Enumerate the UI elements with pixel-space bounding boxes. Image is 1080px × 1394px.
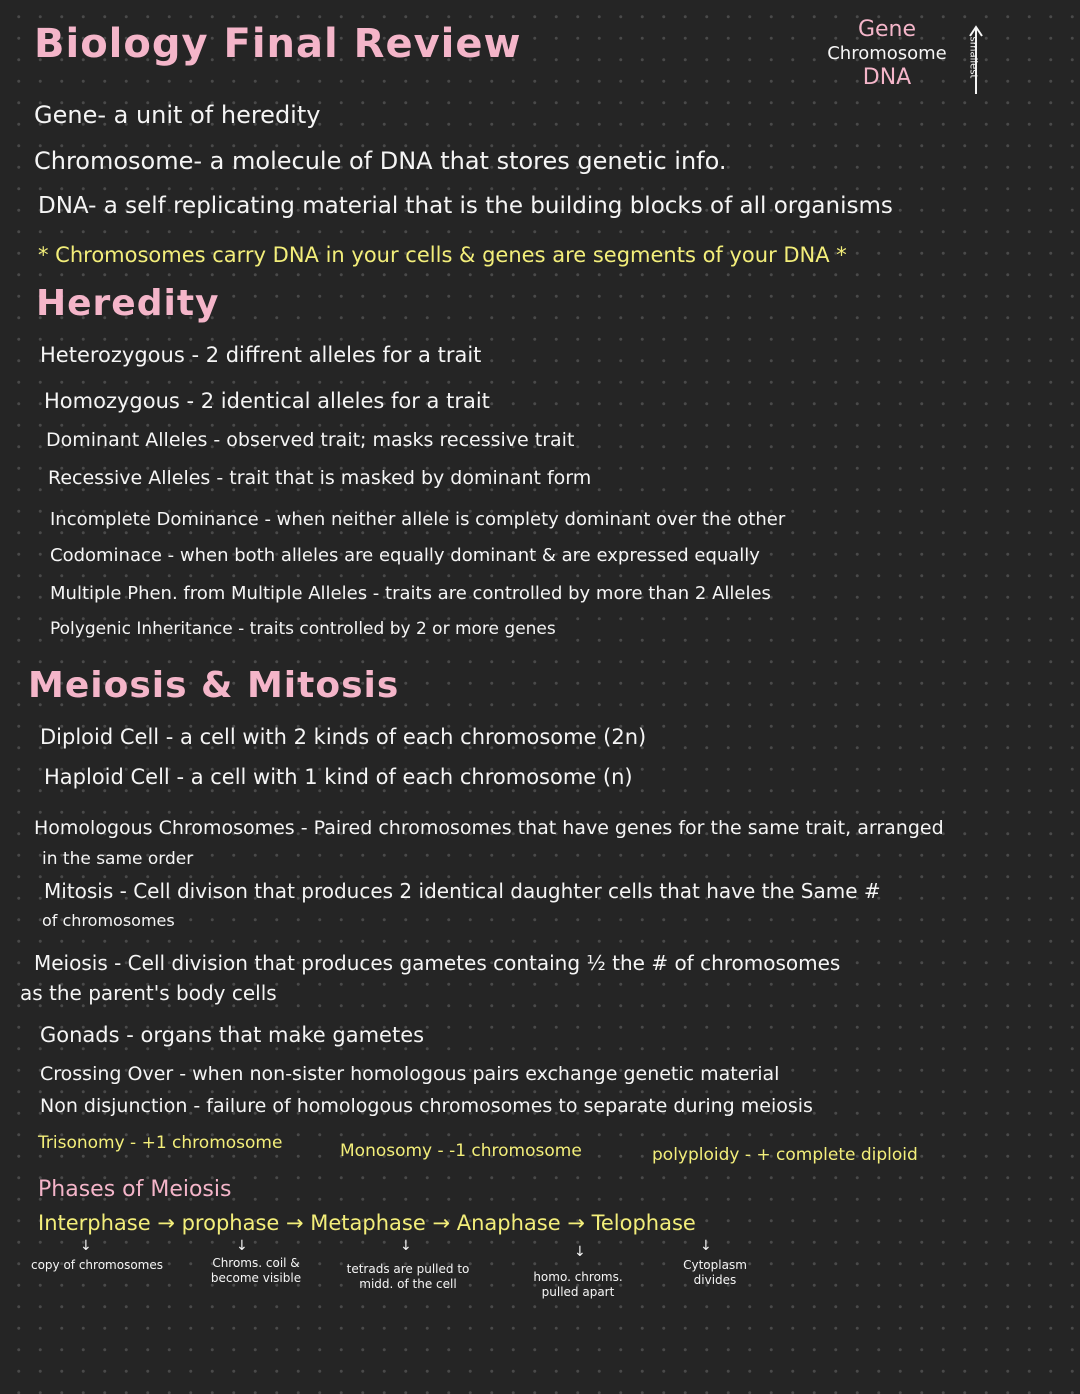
highlight-note: * Chromosomes carry DNA in your cells & genes are segments of your DNA * bbox=[38, 243, 847, 267]
meiosis-heading: Meiosis & Mitosis bbox=[28, 665, 400, 706]
definition-diploid: Diploid Cell - a cell with 2 kinds of each chromosome (2n) bbox=[40, 725, 647, 749]
arrow-down-icon: ↓ bbox=[400, 1238, 412, 1254]
arrow-down-icon: ↓ bbox=[574, 1244, 586, 1260]
heredity-incomplete-dominance: Incomplete Dominance - when neither allele is complety dominant over the other bbox=[50, 509, 786, 530]
definition-haploid: Haploid Cell - a cell with 1 kind of each chromosome (n) bbox=[44, 765, 633, 789]
definition-homologous-cont: in the same order bbox=[42, 849, 194, 869]
definition-nondisjunction: Non disjunction - failure of homologous chromosomes to separate during meiosis bbox=[40, 1095, 813, 1117]
definition-crossing-over: Crossing Over - when non-sister homologous pairs exchange genetic material bbox=[40, 1063, 780, 1085]
definition-monosomy: Monosomy - -1 chromosome bbox=[340, 1141, 582, 1161]
heredity-codominance: Codominace - when both alleles are equally dominant & are expressed equally bbox=[50, 545, 760, 566]
definition-mitosis: Mitosis - Cell divison that produces 2 identical daughter cells that have the Same # bbox=[44, 879, 881, 903]
hierarchy-gene: Gene bbox=[857, 17, 917, 42]
phases-sequence: Interphase → prophase → Metaphase → Anaphase → Telophase bbox=[38, 1211, 696, 1235]
heredity-recessive: Recessive Alleles - trait that is masked by dominant form bbox=[48, 467, 592, 489]
hierarchy-dna: DNA bbox=[862, 64, 912, 90]
definition-dna: DNA- a self replicating material that is the building blocks of all organisms bbox=[38, 193, 893, 219]
definition-mitosis-cont: of chromosomes bbox=[42, 911, 175, 930]
definition-meiosis-cont: as the parent's body cells bbox=[20, 981, 277, 1005]
heredity-homozygous: Homozygous - 2 identical alleles for a trait bbox=[44, 389, 490, 413]
size-hierarchy bbox=[812, 18, 962, 90]
arrow-down-icon: ↓ bbox=[700, 1238, 712, 1254]
heredity-polygenic: Polygenic Inheritance - traits controlled by 2 or more genes bbox=[50, 619, 556, 639]
arrow-down-icon: ↓ bbox=[236, 1238, 248, 1254]
heredity-dominant: Dominant Alleles - observed trait; masks recessive trait bbox=[46, 429, 575, 451]
note-metaphase: tetrads are pulled to midd. of the cell bbox=[346, 1262, 470, 1291]
definition-homologous: Homologous Chromosomes - Paired chromosomes that have genes for the same trait, arranged bbox=[34, 817, 944, 839]
heredity-heading: Heredity bbox=[36, 283, 220, 324]
definition-gene: Gene- a unit of heredity bbox=[34, 101, 321, 129]
definition-trisomy: Trisonomy - +1 chromosome bbox=[38, 1133, 283, 1153]
page-title: Biology Final Review bbox=[34, 21, 522, 67]
note-prophase: Chroms. coil & become visible bbox=[210, 1256, 302, 1285]
phases-heading: Phases of Meiosis bbox=[38, 1177, 232, 1202]
arrow-down-icon: ↓ bbox=[80, 1238, 92, 1254]
heredity-heterozygous: Heterozygous - 2 diffrent alleles for a trait bbox=[40, 343, 482, 367]
note-anaphase: homo. chroms. pulled apart bbox=[533, 1270, 623, 1299]
definition-gonads: Gonads - organs that make gametes bbox=[40, 1023, 425, 1047]
hierarchy-side-label: smallest bbox=[967, 36, 979, 79]
note-interphase: copy of chromosomes bbox=[30, 1258, 164, 1272]
definition-polyploidy: polyploidy - + complete diploid bbox=[652, 1145, 918, 1165]
definition-chromosome: Chromosome- a molecule of DNA that stores genetic info. bbox=[34, 147, 727, 175]
hierarchy-chromosome: Chromosome bbox=[827, 43, 947, 65]
heredity-multiple-alleles: Multiple Phen. from Multiple Alleles - traits are controlled by more than 2 Alleles bbox=[50, 583, 771, 604]
note-telophase: Cytoplasm divides bbox=[683, 1258, 747, 1287]
definition-meiosis: Meiosis - Cell division that produces gametes containg ½ the # of chromosomes bbox=[34, 951, 841, 975]
